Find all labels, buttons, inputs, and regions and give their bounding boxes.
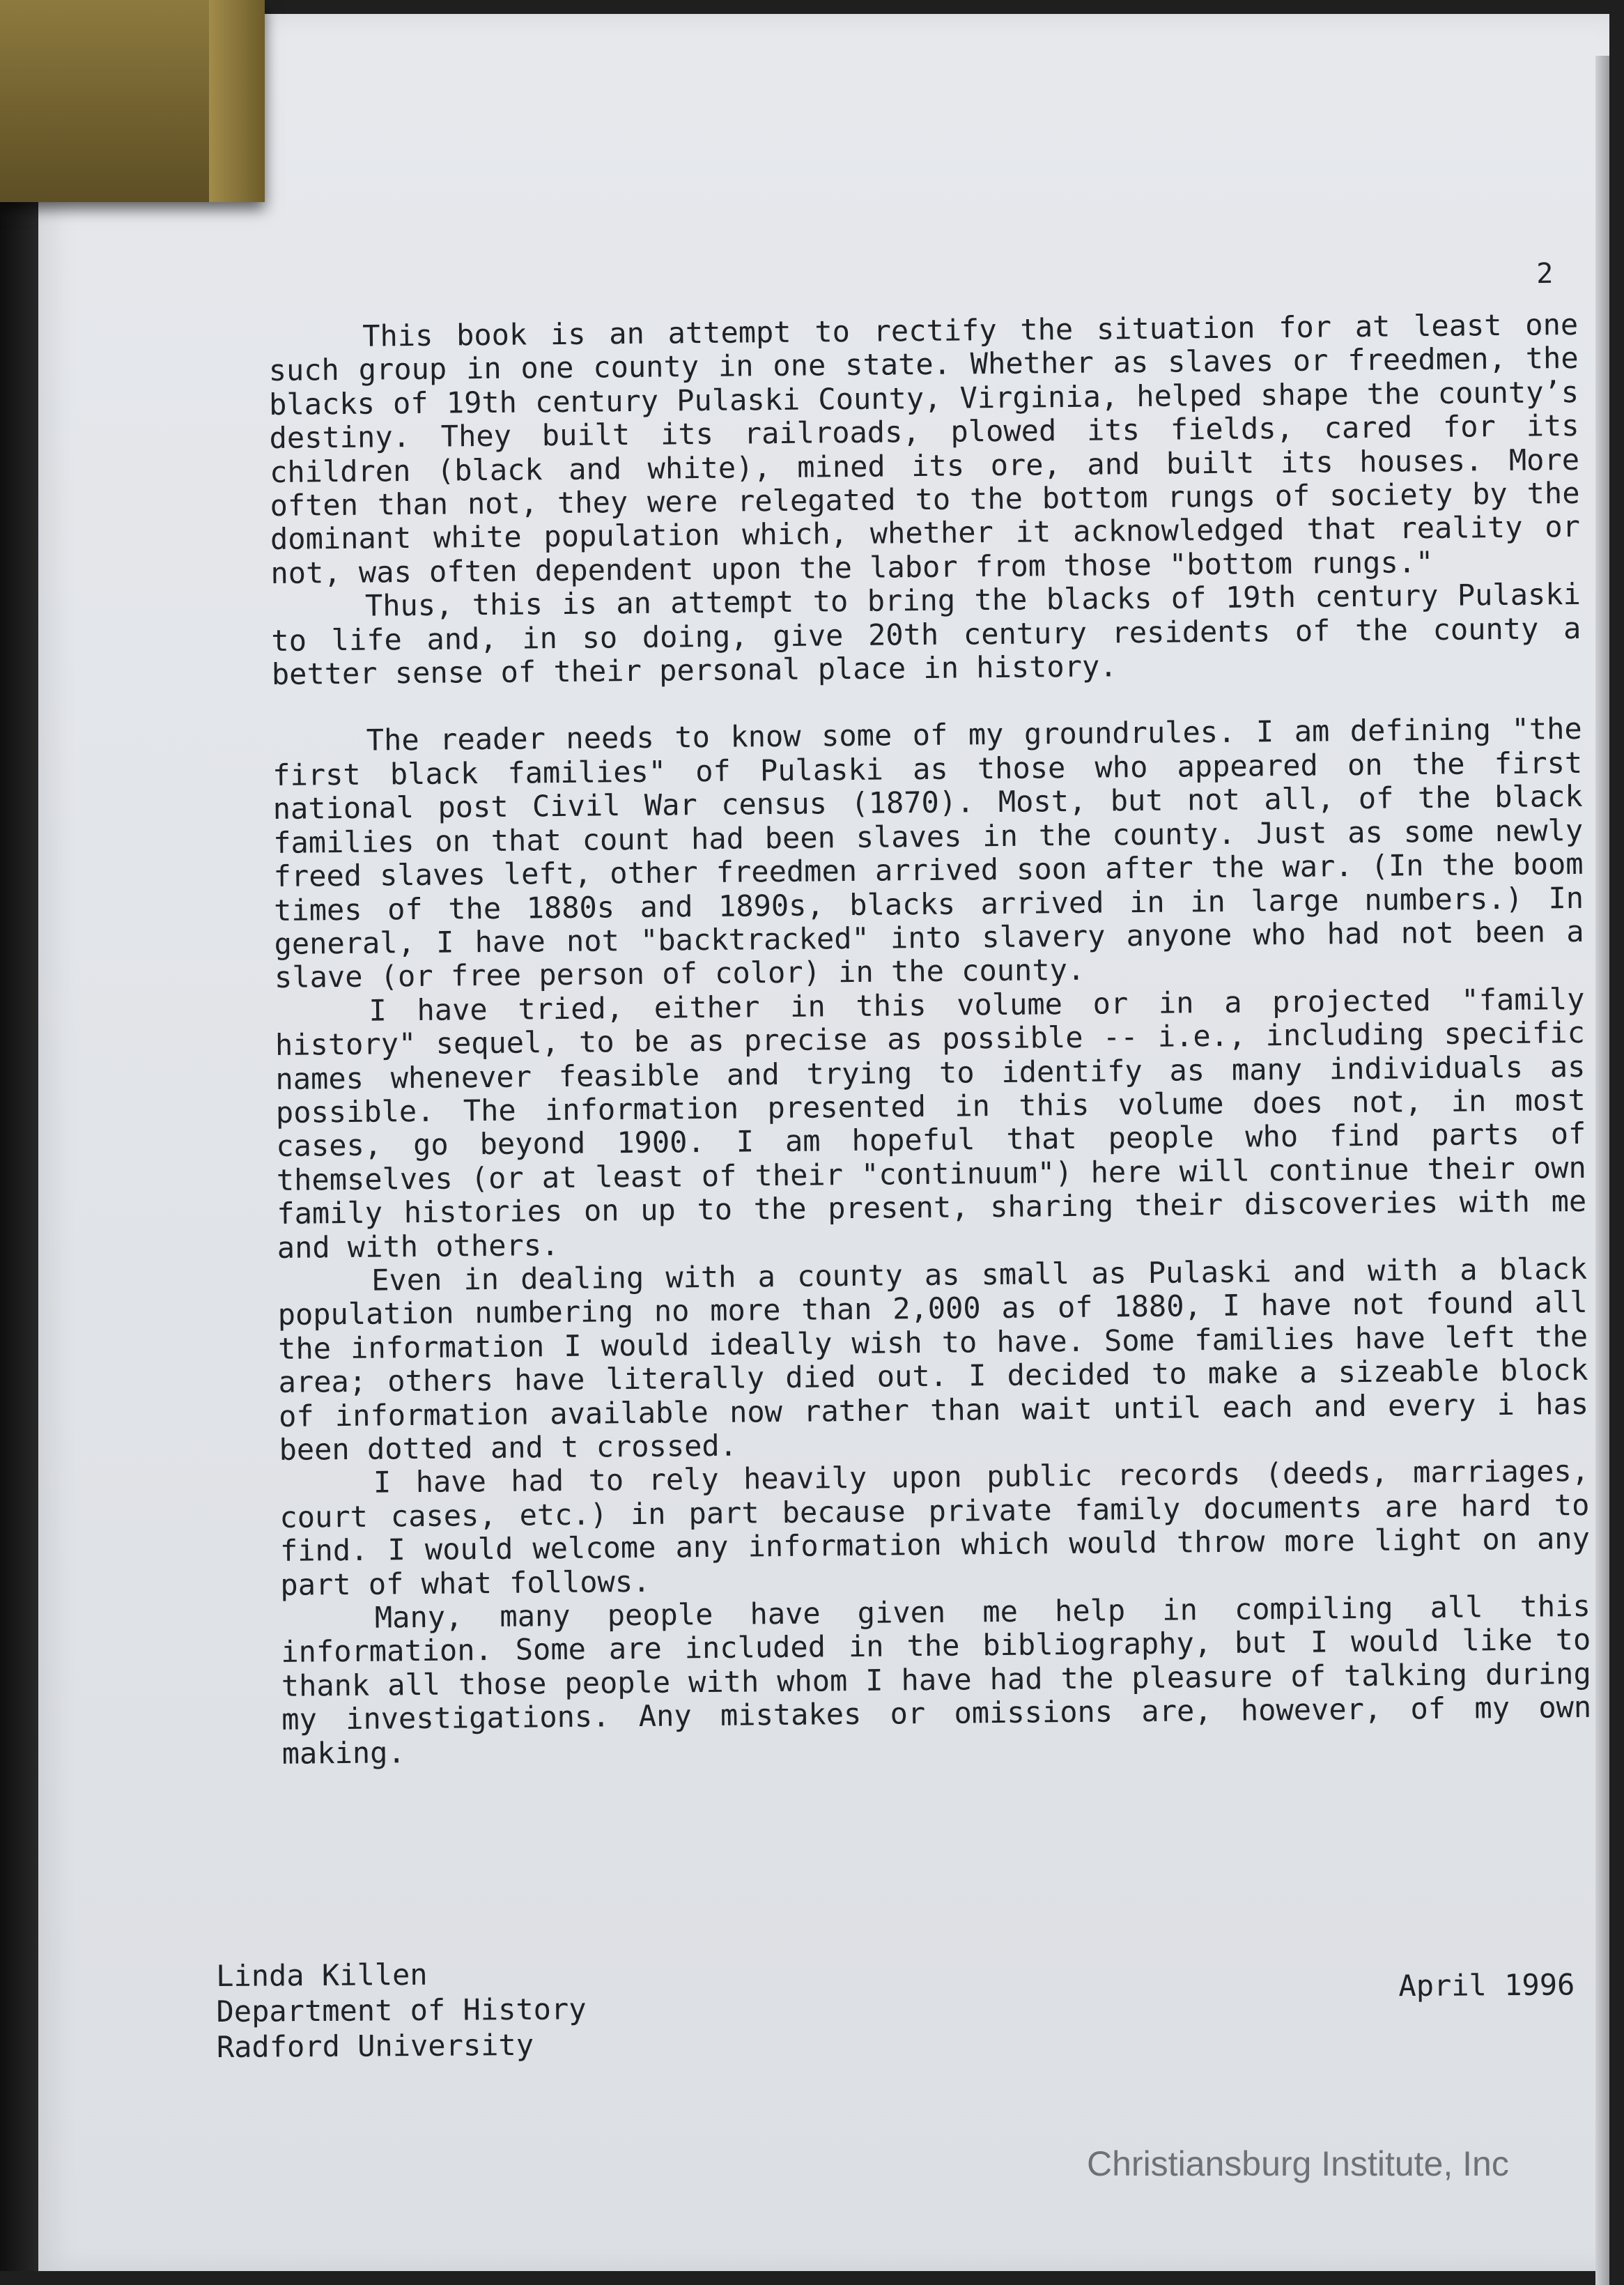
signature-date: April 1996 — [1398, 1967, 1575, 2003]
author-department: Department of History — [216, 1992, 587, 2029]
author-name: Linda Killen — [216, 1957, 428, 1993]
watermark-text: Christiansburg Institute, Inc — [1087, 2144, 1509, 2183]
typed-sheet — [38, 14, 1592, 2271]
paragraph-limitations: Even in dealing with a county as small as Pulaski and with a black population numbering no more than 2,000 as of 1880, I have not found all the information I would ideally wish to have. Some families have left the area; others have literally died out. I decided to make a sizeable block of information available now rather than wait until each and every i has been dotted and t crossed. — [277, 1251, 1589, 1467]
paragraph-acknowledgements: Many, many people have given me help in compiling all this information. Some are included in the bibliography, but I would like to thank all those people with whom I have had the pleasure of talking during my investigations. Any mistakes or omissions are, however, of my own making. — [281, 1588, 1592, 1771]
paragraph-rectify: This book is an attempt to rectify the situation for at least one such group in one county in one state. Whether as slaves or freedmen, the blacks of 19th century Pulaski County, Virginia, helped shape the county’s destiny. They built its railroads, plowed its fields, cared for its children (black and white), mined its ore, and built its houses. More often than not, they were relegated to the bottom rungs of society by the dominant white population which, whether it acknowledged that reality or not, was often dependent upon the labor from those "bottom rungs." — [268, 307, 1581, 590]
preface-body — [268, 308, 1592, 1771]
page-number: 2 — [1536, 257, 1554, 290]
paragraph-groundrules: The reader needs to know some of my groundrules. I am defining "the first black families" of Pulaski as those who appeared on the first national post Civil War census (1870). Most, but not all, of the black families on that count had been slaves in the county. Just as some newly freed slaves left, other freedmen arrived soon after the war. (In the boom times of the 1880s and 1890s, blacks arrived in in large numbers.) In general, I have not "backtracked" into slavery anyone who had not been a slave (or free person of color) in the county. — [272, 711, 1584, 995]
paragraph-public-records: I have had to rely heavily upon public records (deeds, marriages, court cases, etc.) in part because private family documents are hard to find. I would welcome any information which would throw more light on any part of what follows. — [279, 1454, 1591, 1602]
scan-left-shadow — [0, 0, 42, 2271]
page-edge — [1595, 56, 1609, 2285]
paragraph-precision: I have tried, either in this volume or in a projected "family history" sequel, to be as precise as possible -- i.e., including specific names whenever feasible and trying to identify as many individuals as possible. The information presented in this volume does not, in most cases, go beyond 1900. I am hopeful that people who find parts of themselves (or at least of their "continuum") here will continue their own family histories on up to the present, sharing their discoveries with me and with others. — [274, 981, 1587, 1265]
author-institution: Radford University — [216, 2027, 534, 2064]
paragraph-thus: Thus, this is an attempt to bring the blacks of 19th century Pulaski to life and, in so doing, give 20th century residents of the county a better sense of their personal place in history. — [271, 577, 1582, 692]
signature-block — [216, 1948, 1575, 2065]
